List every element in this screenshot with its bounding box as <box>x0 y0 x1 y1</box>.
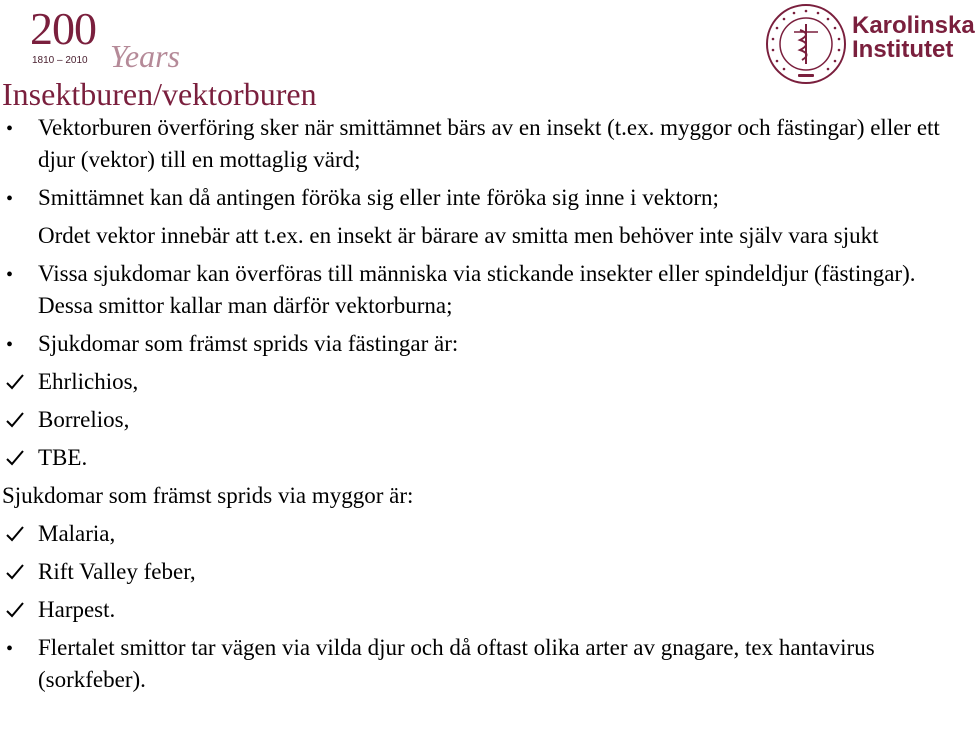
slide-content <box>0 112 958 696</box>
karolinska-wordmark <box>852 14 975 62</box>
wordmark-line1: Karolinska <box>852 12 975 39</box>
list-item-text: Borrelios, <box>38 407 130 432</box>
list-item-text: Vektorburen överföring sker när smittämnet bärs av en insekt (t.ex. myggor och fästingar) eller ett djur (vektor) till en mottaglig värd; <box>38 115 940 172</box>
list-item <box>0 518 958 550</box>
list-item-text: Ordet vektor innebär att t.ex. en insekt är bärare av smitta men behöver inte själv vara sjukt <box>38 223 879 248</box>
bullet-icon <box>4 328 32 361</box>
list-item <box>0 442 958 474</box>
list-item <box>0 480 958 512</box>
bullet-icon <box>4 182 32 215</box>
list-item <box>0 556 958 588</box>
list-item-text: Smittämnet kan då antingen föröka sig eller inte föröka sig inne i vektorn; <box>38 185 719 210</box>
wordmark-line2: Institutet <box>852 36 954 63</box>
list-item <box>0 366 958 398</box>
anniversary-years: Years <box>110 38 180 74</box>
anniversary-span: 1810 – 2010 <box>32 55 88 66</box>
bullet-icon <box>4 632 32 665</box>
anniversary-number: 200 <box>30 3 96 54</box>
list-item-text: Flertalet smittor tar vägen via vilda djur och då oftast olika arter av gnagare, tex hantavirus (sorkfeber). <box>38 635 875 692</box>
list-item <box>0 594 958 626</box>
anniversary-logo <box>30 3 190 74</box>
bullet-icon <box>4 112 32 145</box>
list-item-text: Vissa sjukdomar kan överföras till människa via stickande insekter eller spindeldjur (fästingar). Dessa smittor kallar man därför vektorburna; <box>38 261 916 318</box>
list-item <box>0 404 958 436</box>
list-item <box>0 632 958 696</box>
karolinska-seal-icon <box>764 2 848 86</box>
list-item <box>0 182 958 214</box>
list-item-text: Sjukdomar som främst sprids via myggor är: <box>2 483 414 508</box>
slide-title: Insektburen/vektorburen <box>2 76 317 112</box>
list-item-text: TBE. <box>38 445 88 470</box>
bullet-icon <box>4 258 32 291</box>
list-item-text: Sjukdomar som främst sprids via fästingar är: <box>38 331 459 356</box>
list-item <box>0 258 958 322</box>
list-item-text: Harpest. <box>38 597 116 622</box>
list-item-text: Ehrlichios, <box>38 369 139 394</box>
list-item <box>0 112 958 176</box>
list-item-text: Malaria, <box>38 521 116 546</box>
list-item <box>0 220 958 252</box>
list-item-text: Rift Valley feber, <box>38 559 196 584</box>
list-item <box>0 328 958 360</box>
